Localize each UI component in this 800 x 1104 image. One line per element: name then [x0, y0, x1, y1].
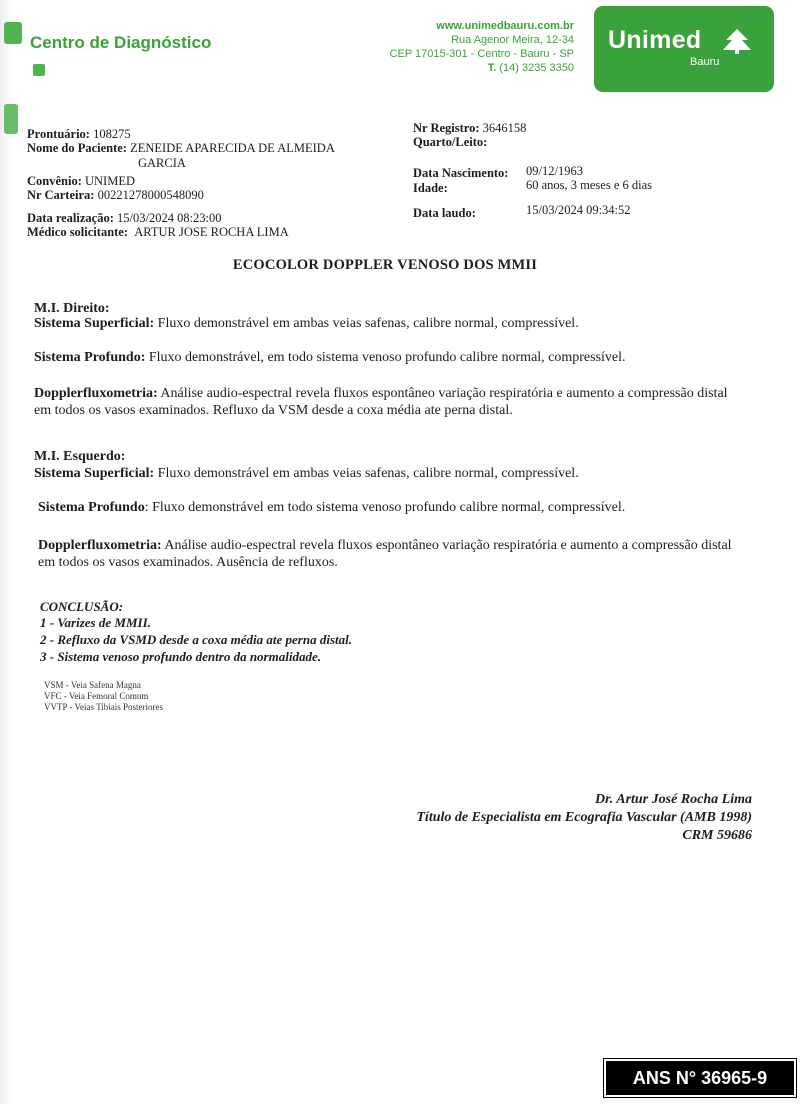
- e-dop-label: Dopplerfluxometria:: [38, 538, 162, 553]
- nascimento-value: 09/12/1963: [526, 164, 583, 178]
- carteira-row: [27, 188, 204, 202]
- medico-value: ARTUR JOSE ROCHA LIMA: [134, 225, 289, 239]
- registro-label: Nr Registro:: [413, 121, 480, 135]
- prontuario-label: Prontuário:: [27, 127, 90, 141]
- legend-vfc: VFC - Veia Femoral Comum: [44, 691, 149, 701]
- d-sup-text: Fluxo demonstrável em ambas veias safenas, calibre normal, compressível.: [154, 316, 579, 331]
- cep: CEP 17015-301 - Centro - Bauru - SP: [389, 48, 574, 60]
- legend-vvtp: VVTP - Veias Tibiais Posteriores: [44, 702, 164, 712]
- laudo-value: 15/03/2024 09:34:52: [526, 203, 631, 217]
- unimed-logo: [594, 6, 774, 92]
- nome-line2: GARCIA: [138, 156, 186, 170]
- nome-label: Nome do Paciente:: [27, 141, 127, 155]
- conclusao-item-2: 2 - Refluxo da VSMD desde a coxa média ate perna distal.: [40, 632, 352, 647]
- logo-city: Bauru: [690, 56, 720, 68]
- medico-row: [27, 225, 289, 239]
- phone-label: T.: [487, 62, 497, 74]
- e-prof-label: Sistema Profundo: [38, 500, 145, 515]
- address: Rua Agenor Meira, 12-34: [451, 34, 574, 46]
- phone-line: [488, 61, 574, 76]
- prontuario-value: 108275: [93, 127, 131, 141]
- e-prof-text: : Fluxo demonstrável em todo sistema venoso profundo calibre normal, compressível.: [144, 500, 626, 515]
- patient-name-row: [27, 141, 387, 155]
- ans-badge: ANS N° 36965-9: [604, 1059, 796, 1097]
- logo-name: Unimed: [608, 26, 702, 54]
- report-title: ECOCOLOR DOPPLER VENOSO DOS MMII: [232, 257, 538, 273]
- e-sup-label: Sistema Superficial:: [34, 466, 155, 481]
- esquerdo-profundo: [38, 499, 738, 516]
- data-realizacao-row: [27, 211, 222, 225]
- laudo-label: Data laudo:: [413, 206, 476, 220]
- esquerdo-superficial: [34, 465, 734, 482]
- prontuario-row: [27, 127, 131, 141]
- center-title: Centro de Diagnóstico: [30, 33, 212, 52]
- green-square-icon: [33, 64, 45, 76]
- data-realizacao-label: Data realização:: [27, 211, 114, 225]
- direito-profundo: [34, 349, 734, 366]
- quarto-label: Quarto/Leito:: [413, 135, 488, 149]
- conclusao-item-3: 3 - Sistema venoso profundo dentro da normalidade.: [40, 649, 321, 664]
- d-dop-text: Análise audio-espectral revela fluxos espontâneo variação respiratória e aumento a compressão distal em todos os vasos examinados. Refluxo da VSM desde a coxa média ate perna distal.: [34, 386, 728, 418]
- esquerdo-doppler: [38, 537, 738, 571]
- green-side-tab: [4, 22, 22, 44]
- d-prof-label: Sistema Profundo:: [34, 350, 146, 365]
- website: www.unimedbauru.com.br: [436, 20, 574, 32]
- legend-vsm: VSM - Veia Safena Magna: [44, 680, 141, 690]
- registro-value: 3646158: [482, 121, 527, 135]
- signature-crm: CRM 59686: [682, 828, 752, 843]
- e-dop-text: Análise audio-espectral revela fluxos espontâneo variação respiratória e aumento a compressão distal em todos os vasos examinados. Ausência de refluxos.: [38, 538, 732, 570]
- carteira-value: 00221278000548090: [97, 188, 204, 202]
- direito-heading: M.I. Direito:: [34, 301, 110, 316]
- d-dop-label: Dopplerfluxometria:: [34, 386, 158, 401]
- phone: (14) 3235 3350: [499, 62, 574, 74]
- direito-doppler: [34, 385, 734, 419]
- medico-label: Médico solicitante:: [27, 225, 129, 239]
- esquerdo-heading: M.I. Esquerdo:: [34, 449, 126, 464]
- signature-title: Título de Especialista em Ecografia Vascular (AMB 1998): [416, 810, 752, 825]
- carteira-label: Nr Carteira:: [27, 188, 95, 202]
- convenio-value: UNIMED: [85, 174, 135, 188]
- nome-line1: ZENEIDE APARECIDA DE ALMEIDA: [130, 141, 335, 155]
- registro-row: [413, 121, 526, 135]
- direito-superficial: [34, 315, 734, 332]
- tree-icon: [720, 28, 754, 54]
- conclusao-heading: CONCLUSÃO:: [40, 599, 124, 614]
- convenio-row: [27, 174, 135, 188]
- nascimento-label: Data Nascimento:: [413, 166, 509, 180]
- signature-name: Dr. Artur José Rocha Lima: [594, 792, 752, 807]
- idade-label: Idade:: [413, 181, 448, 195]
- green-side-tab: [4, 104, 18, 134]
- idade-value: 60 anos, 3 meses e 6 dias: [526, 178, 653, 192]
- data-realizacao-value: 15/03/2024 08:23:00: [117, 211, 222, 225]
- e-sup-text: Fluxo demonstrável em ambas veias safenas, calibre normal, compressível.: [154, 466, 579, 481]
- d-prof-text: Fluxo demonstrável, em todo sistema venoso profundo calibre normal, compressível.: [145, 350, 626, 365]
- d-sup-label: Sistema Superficial:: [34, 316, 155, 331]
- scan-edge-shadow: [0, 0, 12, 1104]
- convenio-label: Convênio:: [27, 174, 82, 188]
- conclusao-item-1: 1 - Varizes de MMII.: [40, 615, 151, 630]
